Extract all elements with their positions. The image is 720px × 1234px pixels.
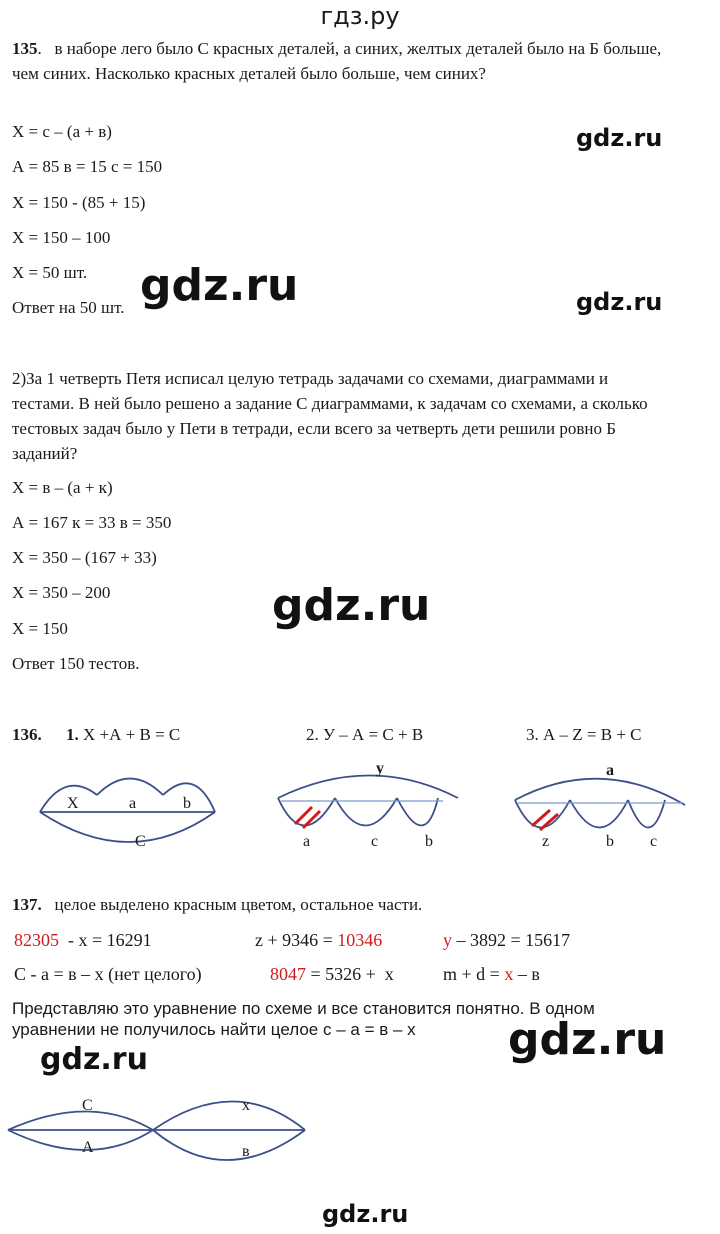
equation xyxy=(443,930,570,950)
site-header: гдз.ру xyxy=(320,2,400,30)
diagram-label: в xyxy=(242,1143,250,1160)
task-number: 137. xyxy=(12,895,42,914)
whole-highlight: х xyxy=(504,964,514,984)
diagram-4 xyxy=(5,1088,315,1178)
task-135-problem-2: 2)За 1 четверть Петя исписал целую тетрадь задачами со схемами, диаграммами и тестами. В ней было решено а задание С диаграммами, к задачам со схемами, а сколько тестовых задач было у Пети в тетради, если всего за четверть дети решили ровно Б заданий? xyxy=(12,369,648,463)
task-number: 136. xyxy=(12,725,42,744)
equation-text: m + d = xyxy=(443,964,505,984)
solution-line: Х = 150 - (85 + 15) xyxy=(12,193,146,212)
whole-highlight: 346 xyxy=(355,930,383,950)
diagram-label: b xyxy=(183,795,191,812)
solution-line: Х = 350 – (167 + 33) xyxy=(12,548,157,567)
equation-2: 2. У – А = С + В xyxy=(306,725,424,744)
intro-text: целое выделено красным цветом, остальное части. xyxy=(54,895,423,914)
whole-highlight: у xyxy=(443,930,452,950)
equation xyxy=(270,964,394,984)
diagram-label: А xyxy=(82,1139,94,1156)
diagram-label: х xyxy=(242,1097,250,1114)
diagram-label: b xyxy=(425,833,433,850)
equation-text: - х = 16291 xyxy=(59,930,152,950)
equation-text: – в xyxy=(513,964,540,984)
diagram-label: а xyxy=(129,795,137,812)
diagram-label: z xyxy=(542,833,550,850)
solution-line: А = 85 в = 15 с = 150 xyxy=(12,157,163,176)
answer-line: Ответ 150 тестов. xyxy=(12,654,140,673)
solution-line: Х = 50 шт. xyxy=(12,263,88,282)
equation xyxy=(255,930,382,950)
diagram-label: а xyxy=(606,762,614,779)
watermark: gdz.ru xyxy=(508,1014,667,1065)
diagram-label: у xyxy=(376,760,384,777)
task-137-explanation: Представляю это уравнение по схеме и все становится понятно. В одном уравнении не получилось найти целое с – а = в – х xyxy=(12,999,595,1039)
equation xyxy=(14,930,152,950)
whole-highlight: 8047 xyxy=(270,964,306,984)
watermark: gdz.ru xyxy=(40,1042,148,1077)
solution-line: Х = 150 xyxy=(12,619,68,638)
equation-text: z + 9346 = xyxy=(255,930,338,950)
answer-line: Ответ на 50 шт. xyxy=(12,298,125,317)
watermark: gdz.ru xyxy=(272,580,431,631)
equation-1 xyxy=(66,725,180,745)
equation-text: – 3892 = 15617 xyxy=(452,930,571,950)
solution-line: Х = 150 – 100 xyxy=(12,228,111,247)
watermark: gdz.ru xyxy=(140,260,299,311)
diagram-label: а xyxy=(303,833,311,850)
diagram-label: b xyxy=(606,833,614,850)
diagram-2 xyxy=(275,758,465,848)
equation-text: = 5326 + х xyxy=(306,964,394,984)
watermark: gdz.ru xyxy=(576,124,663,152)
equation xyxy=(443,964,540,984)
equation-number: 1. xyxy=(66,725,79,744)
diagram-label: Х xyxy=(67,795,79,812)
whole-highlight: 10 xyxy=(337,930,356,950)
solution-line: А = 167 к = 33 в = 350 xyxy=(12,513,172,532)
solution-line: Х = с – (а + в) xyxy=(12,122,112,141)
diagram-3 xyxy=(510,760,690,850)
problem-text: в наборе лего было С красных деталей, а синих, желтых деталей было на Б больше, чем синих. Насколько красных деталей было больше, чем синих? xyxy=(12,39,662,83)
diagram-1 xyxy=(35,770,235,855)
solution-line: Х = 350 – 200 xyxy=(12,583,111,602)
equation-text: Х +А + В = С xyxy=(83,725,181,744)
whole-highlight: 82305 xyxy=(14,930,59,950)
task-137-intro xyxy=(12,895,422,915)
equation: С - а = в – х (нет целого) xyxy=(14,964,202,984)
task-number: 135 xyxy=(12,39,38,58)
diagram-label: С xyxy=(135,833,146,850)
diagram-label: с xyxy=(650,833,658,850)
watermark: gdz.ru xyxy=(322,1200,409,1228)
diagram-label: с xyxy=(371,833,379,850)
solution-line: Х = в – (а + к) xyxy=(12,478,113,497)
watermark: gdz.ru xyxy=(576,288,663,316)
task-135-problem: 135. в наборе лего было С красных деталей, а синих, желтых деталей было на Б больше, чем синих. Насколько красных деталей было больше, чем синих? xyxy=(12,39,662,83)
equation-3: 3. А – Z = В + С xyxy=(526,725,642,744)
diagram-label: С xyxy=(82,1097,93,1114)
